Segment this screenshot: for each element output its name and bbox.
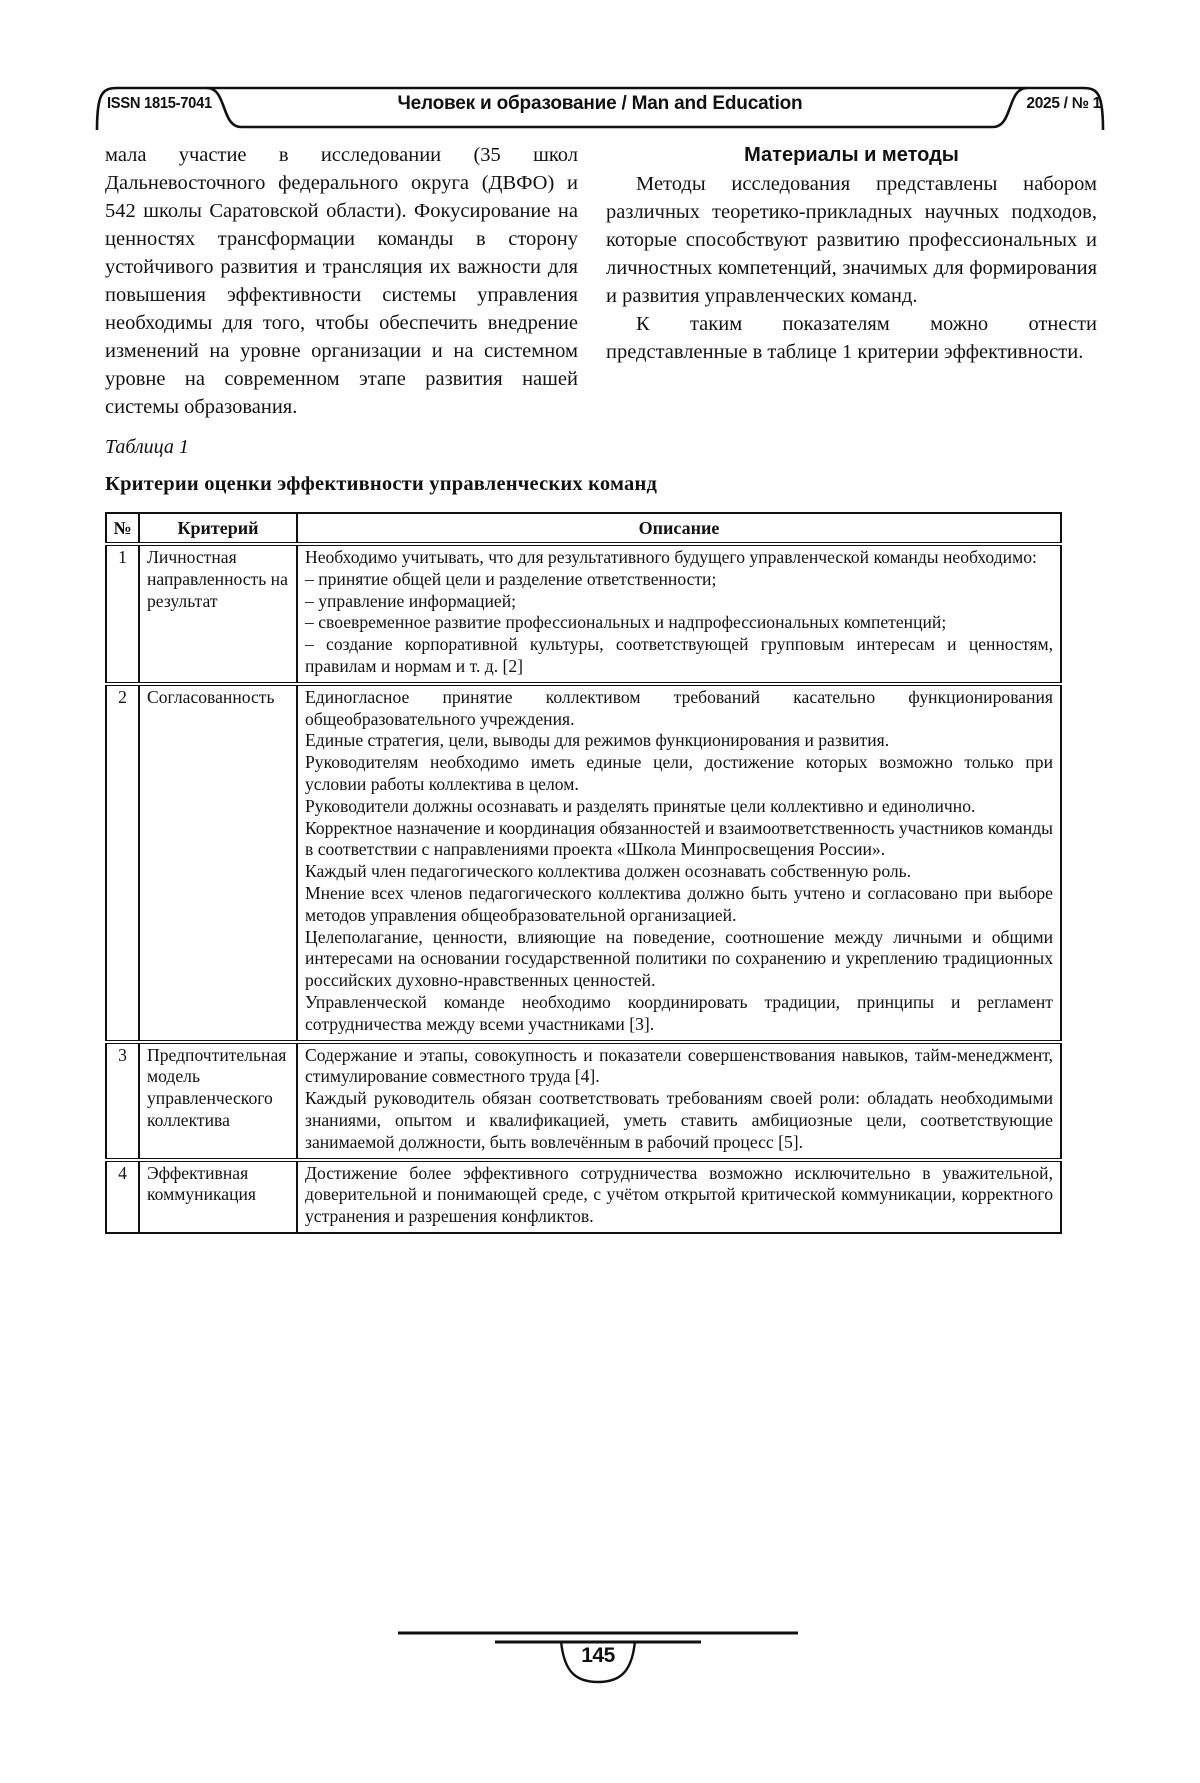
row-number: 3 bbox=[106, 1042, 139, 1160]
row-number: 2 bbox=[106, 684, 139, 1042]
right-column bbox=[606, 141, 1097, 421]
row-number: 1 bbox=[106, 544, 139, 684]
description-line: Корректное назначение и координация обязанностей и взаимоответственность участников команды в соответствии с направлениями проекта «Школа Минпросвещения России». bbox=[305, 817, 1053, 860]
table-row bbox=[106, 544, 1061, 684]
criteria-table bbox=[105, 512, 1062, 1234]
description-line: Каждый руководитель обязан соответствовать требованиям своей роли: обладать необходимыми знаниями, опытом и квалификацией, уметь ставить амбициозные цели, соответствующие занимаемой должности, быть вовлечённым в рабочий процесс [5]. bbox=[305, 1088, 1053, 1152]
row-description bbox=[297, 1042, 1061, 1160]
row-description bbox=[297, 1160, 1061, 1233]
description-line: Мнение всех членов педагогического коллектива должно быть учтено и согласовано при выборе методов управления общеобразовательной организацией. bbox=[305, 882, 1053, 925]
description-line: – принятие общей цели и разделение ответственности; bbox=[305, 568, 717, 589]
row-description bbox=[297, 684, 1061, 1042]
issue-label: 2025 / № 1 bbox=[1026, 95, 1101, 112]
description-line: Управленческой команде необходимо координировать традиции, принципы и регламент сотрудничества между всеми участниками [3]. bbox=[305, 991, 1053, 1034]
table-title: Критерии оценки эффективности управленческих команд bbox=[105, 473, 658, 495]
header-cell-criterion: Критерий bbox=[139, 513, 297, 544]
section-heading-materials: Материалы и методы bbox=[744, 144, 959, 166]
row-number: 4 bbox=[106, 1160, 139, 1233]
criteria-table-head bbox=[106, 513, 1061, 544]
description-line: – создание корпоративной культуры, соответствующей групповым интересам и ценностям, правилам и нормам и т. д. [2] bbox=[305, 634, 1053, 676]
table-header-row bbox=[106, 513, 1061, 544]
table-row bbox=[106, 684, 1061, 1042]
text-columns bbox=[105, 141, 1097, 421]
description-line: Содержание и этапы, совокупность и показатели совершенствования навыков, тайм-менеджмент, стимулирование совместного труда [4]. bbox=[305, 1044, 1053, 1087]
row-criterion: Предпочтительная модель управленческого коллектива bbox=[139, 1042, 297, 1160]
page-number: 145 bbox=[581, 1644, 615, 1667]
row-description bbox=[297, 544, 1061, 684]
table-row bbox=[106, 1042, 1061, 1160]
left-column bbox=[105, 141, 578, 421]
table-row bbox=[106, 1160, 1061, 1233]
journal-title: Человек и образование / Man and Education bbox=[397, 93, 803, 114]
description-line: Руководители должны осознавать и разделять принятые цели коллективно и единолично. bbox=[305, 795, 976, 816]
header-cell-description: Описание bbox=[297, 513, 1061, 544]
description-line: Целеполагание, ценности, влияющие на поведение, соотношение между личными и общими интересами на основании государственной политики по сохранению и укреплению традиционных российских духовно-нравственных ценностей. bbox=[305, 926, 1053, 991]
description-line: – управление информацией; bbox=[305, 590, 517, 611]
page-footer bbox=[0, 1628, 1200, 1708]
description-line: Единые стратегия, цели, выводы для режимов функционирования и развития. bbox=[305, 730, 890, 751]
page-header bbox=[95, 84, 1105, 134]
description-line: Единогласное принятие коллективом требований касательно функционирования общеобразовательного учреждения. bbox=[305, 686, 1053, 729]
right-paragraph-2: К таким показателям можно отнести представленные в таблице 1 критерии эффективности. bbox=[606, 313, 1097, 363]
left-paragraph: мала участие в исследовании (35 школ Дальневосточного федерального округа (ДВФО) и 542 школы Саратовской области). Фокусирование на ценностях трансформации команды в сторону устойчивого развития и трансляция их важности для повышения эффективности системы управления необходимы для того, чтобы обеспечить внедрение изменений на уровне организации и на системном уровне на современном этапе развития нашей системы образования. bbox=[105, 144, 578, 418]
description-line: – своевременное развитие профессиональных и надпрофессиональных компетенций; bbox=[305, 612, 947, 633]
issn-label: ISSN 1815-7041 bbox=[107, 95, 212, 112]
description-line: Руководителям необходимо иметь единые цели, достижение которых возможно только при условии работы коллектива в целом. bbox=[305, 752, 1053, 794]
page-content bbox=[105, 141, 1097, 1234]
right-paragraph-1: Методы исследования представлены набором различных теоретико-прикладных научных подходов, которые способствуют развитию профессиональных и личностных компетенций, значимых для формирования и развития управленческих команд. bbox=[606, 173, 1097, 307]
criteria-table-body bbox=[106, 544, 1061, 1233]
row-criterion: Эффективная коммуникация bbox=[139, 1160, 297, 1233]
table-caption: Таблица 1 bbox=[105, 436, 189, 458]
description-line: Каждый член педагогического коллектива должен осознавать собственную роль. bbox=[305, 861, 912, 882]
row-criterion: Личностная направленность на результат bbox=[139, 544, 297, 684]
header-cell-number: № bbox=[106, 513, 139, 544]
description-line: Необходимо учитывать, что для результативного будущего управленческой команды необходимо: bbox=[305, 547, 1037, 567]
row-criterion: Согласованность bbox=[139, 684, 297, 1042]
description-line: Достижение более эффективного сотрудничества возможно исключительно в уважительной, доверительной и понимающей среде, с учётом открытой критической коммуникации, корректного устранения и разрешения конфликтов. bbox=[305, 1162, 1053, 1227]
